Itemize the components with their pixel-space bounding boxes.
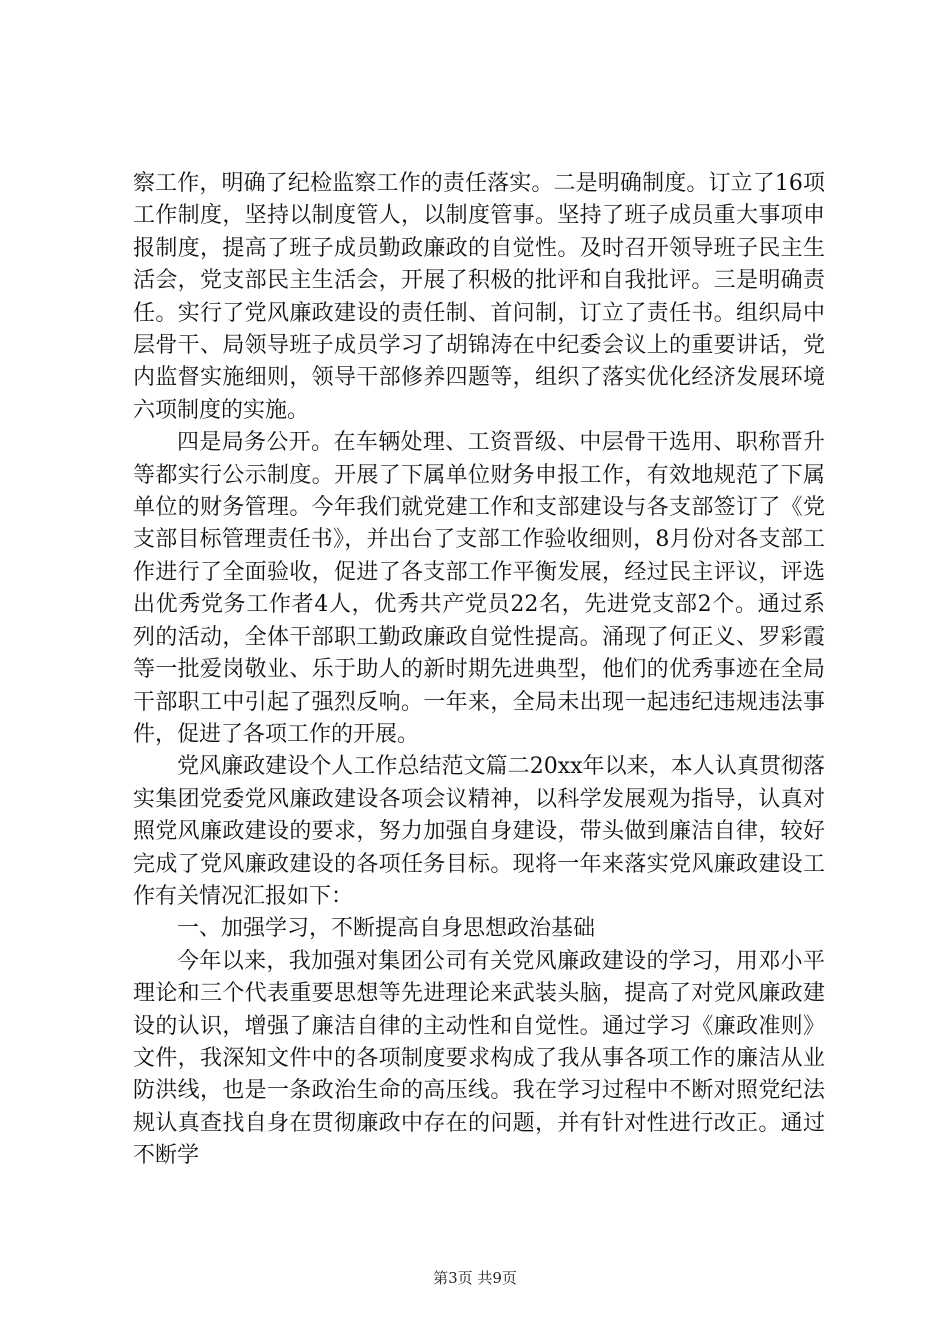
document-body: [133, 168, 825, 1173]
paragraph-3: 党风廉政建设个人工作总结范文篇二20xx年以来，本人认真贯彻落实集团党委党风廉政建设各项会议精神，以科学发展观为指导，认真对照党风廉政建设的要求，努力加强自身建设，带头做到廉洁自律，较好完成了党风廉政建设的各项任务目标。现将一年来落实党风廉政建设工作有关情况汇报如下：: [133, 754, 825, 909]
page-number-footer: 第3页 共9页: [433, 1269, 517, 1287]
paragraph-1: 察工作，明确了纪检监察工作的责任落实。二是明确制度。订立了16项工作制度，坚持以制度管人，以制度管事。坚持了班子成员重大事项申报制度，提高了班子成员勤政廉政的自觉性。及时召开领导班子民主生活会，党支部民主生活会，开展了积极的批评和自我批评。三是明确责任。实行了党风廉政建设的责任制、首问制，订立了责任书。组织局中层骨干、局领导班子成员学习了胡锦涛在中纪委会议上的重要讲话，党内监督实施细则，领导干部修养四题等，组织了落实优化经济发展环境六项制度的实施。: [133, 171, 825, 423]
paragraph-2: 四是局务公开。在车辆处理、工资晋级、中层骨干选用、职称晋升等都实行公示制度。开展了下属单位财务申报工作，有效地规范了下属单位的财务管理。今年我们就党建工作和支部建设与各支部签订了《党支部目标管理责任书》，并出台了支部工作验收细则，8月份对各支部工作进行了全面验收，促进了各支部工作平衡发展，经过民主评议，评选出优秀党务工作者4人，优秀共产党员22名，先进党支部2个。通过系列的活动，全体干部职工勤政廉政自觉性提高。涌现了何正义、罗彩霞等一批爱岗敬业、乐于助人的新时期先进典型，他们的优秀事迹在全局干部职工中引起了强烈反响。一年来，全局未出现一起违纪违规违法事件，促进了各项工作的开展。: [133, 430, 825, 747]
section-heading: 一、加强学习，不断提高自身思想政治基础: [177, 916, 596, 942]
paragraph-4: 今年以来，我加强对集团公司有关党风廉政建设的学习，用邓小平理论和三个代表重要思想等先进理论来武装头脑，提高了对党风廉政建设的认识，增强了廉洁自律的主动性和自觉性。通过学习《廉政准则》文件，我深知文件中的各项制度要求构成了我从事各项工作的廉洁从业防洪线，也是一条政治生命的高压线。我在学习过程中不断对照党纪法规认真查找自身在贯彻廉政中存在的问题，并有针对性进行改正。通过不断学: [133, 948, 825, 1169]
